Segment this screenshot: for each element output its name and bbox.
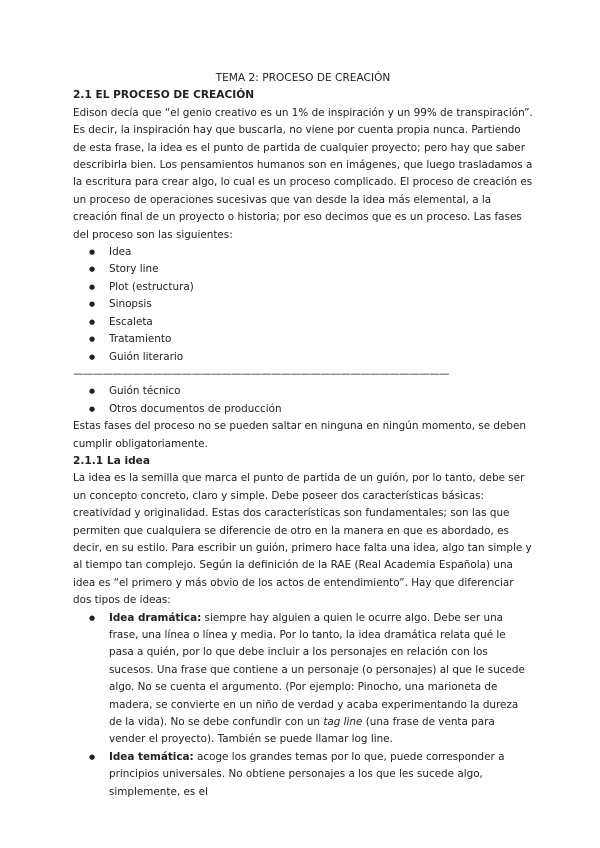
list-item: ● Guión literario: [73, 349, 533, 366]
term-label: Idea dramática:: [109, 611, 202, 624]
separator-line: ——————————————————————————————————————: [73, 367, 449, 380]
phases-note: Estas fases del proceso no se pueden saltar en ninguna en ningún momento, se deben cumplir obligatoriamente.: [73, 420, 526, 450]
term-text: siempre hay alguien a quien le ocurre algo. Debe ser una frase, una línea o línea y media. Por lo tanto, la idea dramática relata qué le pasa a quién, por lo que debe incluir a los personajes en relación con los sucesos. Una frase que contiene a un personaje (o personajes) al que le sucede algo. No se cuenta el argumento. (Por ejemplo: Pinocho, una marioneta de madera, se convierte en un niño de verdad y acaba experimentando la dureza de la vida). No se debe confundir con un: [109, 611, 525, 729]
list-item: ● Escaleta: [73, 314, 533, 331]
term-label: Idea temática:: [109, 750, 194, 763]
list-item: ● Sinopsis: [73, 296, 533, 313]
subsection-heading: 2.1.1 La idea: [73, 454, 150, 467]
intro-paragraph: Edison decía que “el genio creativo es un 1% de inspiración y un 99% de transpiración”. Es decir, la inspiración hay que buscarla, no viene por cuenta propia nunca. Partiendo de esta frase, la idea es el punto de partida de cualquier proyecto; pero hay que saber describirla bien. Los pensamientos humanos son en imágenes, que luego trasladamos a la escritura para crear algo, lo cual es un proceso complicado. El proceso de creación es un proceso de operaciones sucesivas que van desde la idea más elemental, a la creación final de un proyecto o historia; por eso decimos que es un proceso. Las fases del proceso son las siguientes:: [73, 106, 533, 241]
list-item-idea-dramatica: [73, 610, 533, 749]
document-title: TEMA 2: PROCESO DE CREACIÓN: [215, 72, 391, 84]
document-page: [73, 70, 533, 801]
list-item: ● Story line: [73, 261, 533, 278]
section-heading: 2.1 EL PROCESO DE CREACIÓN: [73, 89, 255, 102]
list-item: ● Guión técnico: [73, 383, 533, 400]
list-item: ● Idea: [73, 244, 533, 261]
phases-list: [73, 244, 533, 366]
term-text: acoge los grandes temas por lo que, puede corresponder a principios universales. No obtiene personajes a los que les sucede algo, simplemente, es el: [109, 750, 505, 798]
idea-types-list: [73, 610, 533, 801]
list-item-idea-tematica: [73, 749, 533, 801]
list-item: ● Plot (estructura): [73, 279, 533, 296]
phases-after-list: [73, 383, 533, 418]
term-text-end: (una frase de venta para vender el proyecto). También se puede llamar log line.: [109, 716, 495, 746]
list-item: ● Otros documentos de producción: [73, 401, 533, 418]
tagline-text: tag line: [323, 716, 363, 729]
list-item: ● Tratamiento: [73, 331, 533, 348]
idea-paragraph: La idea es la semilla que marca el punto de partida de un guión, por lo tanto, debe ser un concepto concreto, claro y simple. Debe poseer dos características básicas: creatividad y originalidad. Estas dos características son fundamentales; son las que permiten que cualquiera se diferencie de otro en la manera en que es abordado, es decir, en su estilo. Para escribir un guión, primero hace falta una idea, algo tan simple y al tiempo tan complejo. Según la definición de la RAE (Real Academia Española) una idea es “el primero y más obvio de los actos de entendimiento”. Hay que diferenciar dos tipos de ideas:: [73, 472, 532, 607]
